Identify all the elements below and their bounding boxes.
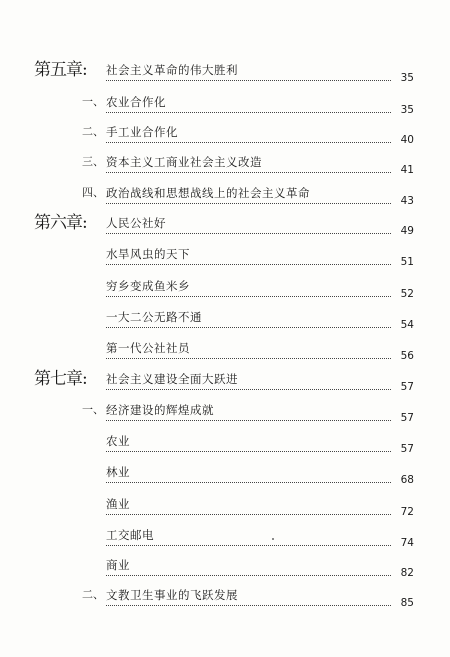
page-number: 43 <box>400 195 414 207</box>
toc-entry-title: 人民公社好 <box>106 216 166 230</box>
toc-entry-row <box>0 338 450 368</box>
page-number: 72 <box>400 506 414 518</box>
toc-entry-row <box>0 525 450 555</box>
toc-entry-title: 工交邮电 <box>106 528 154 542</box>
dot-leader <box>106 264 391 265</box>
toc-entry-row <box>0 307 450 337</box>
toc-entry-title: 一大二公无路不通 <box>106 310 202 324</box>
page-number: 56 <box>400 350 414 362</box>
page-number: 68 <box>400 474 414 486</box>
section-number: 四、 <box>82 186 104 199</box>
section-number: 一、 <box>82 403 104 416</box>
toc-entry-title: 政治战线和思想战线上的社会主义革命 <box>106 186 310 200</box>
section-number: 二、 <box>82 125 104 138</box>
toc-section-row <box>0 152 450 182</box>
page-number: 85 <box>400 597 414 609</box>
toc-section-row <box>0 122 450 152</box>
page-number: 40 <box>400 134 414 146</box>
dot-leader <box>106 296 391 297</box>
toc-entry-title: 穷乡变成鱼米乡 <box>106 279 190 293</box>
toc-entry-title: 农业合作化 <box>106 95 166 109</box>
dot-leader <box>106 420 391 421</box>
toc-entry-row <box>0 244 450 274</box>
toc-entry-row <box>0 555 450 585</box>
toc-entry-title: 文教卫生事业的飞跃发展 <box>106 588 238 602</box>
page-number: 57 <box>400 381 414 393</box>
dot-leader <box>106 112 391 113</box>
page-number: 57 <box>400 412 414 424</box>
toc-entry-title: 社会主义革命的伟大胜利 <box>106 63 238 77</box>
toc-section-row <box>0 400 450 430</box>
toc-section-row <box>0 92 450 122</box>
toc-entry-title: 林业 <box>106 465 130 479</box>
dot-leader <box>106 142 391 143</box>
toc-chapter-row <box>0 369 450 399</box>
toc-chapter-row <box>0 213 450 243</box>
dot-leader <box>106 358 391 359</box>
toc-entry-row <box>0 494 450 524</box>
toc-entry-title: 手工业合作化 <box>106 125 178 139</box>
chapter-label: 第五章: <box>34 60 87 80</box>
dot-leader <box>106 514 391 515</box>
section-number: 二、 <box>82 588 104 601</box>
dot-leader <box>106 233 391 234</box>
dot-leader <box>106 605 391 606</box>
dot-leader <box>106 545 391 546</box>
page-number: 52 <box>400 288 414 300</box>
toc-entry-title: 水旱风虫的天下 <box>106 247 190 261</box>
page-number: 41 <box>400 164 414 176</box>
scan-speck <box>272 538 274 540</box>
page-number: 57 <box>400 443 414 455</box>
toc-entry-row <box>0 431 450 461</box>
toc-entry-title: 渔业 <box>106 497 130 511</box>
toc-entry-row <box>0 462 450 492</box>
section-number: 一、 <box>82 95 104 108</box>
dot-leader <box>106 482 391 483</box>
page-number: 49 <box>400 225 414 237</box>
dot-leader <box>106 575 391 576</box>
toc-entry-title: 经济建设的辉煌成就 <box>106 403 214 417</box>
page-number: 51 <box>400 256 414 268</box>
page-number: 74 <box>400 537 414 549</box>
dot-leader <box>106 172 391 173</box>
toc-entry-title: 商业 <box>106 558 130 572</box>
dot-leader <box>106 451 391 452</box>
chapter-label: 第七章: <box>34 369 87 389</box>
section-number: 三、 <box>82 155 104 168</box>
page-number: 35 <box>400 104 414 116</box>
page-number: 35 <box>400 72 414 84</box>
dot-leader <box>106 80 391 81</box>
dot-leader <box>106 327 391 328</box>
toc-chapter-row <box>0 60 450 90</box>
toc-entry-title: 资本主义工商业社会主义改造 <box>106 155 262 169</box>
toc-entry-row <box>0 276 450 306</box>
dot-leader <box>106 389 391 390</box>
toc-entry-title: 农业 <box>106 434 130 448</box>
dot-leader <box>106 203 391 204</box>
toc-entry-title: 社会主义建设全面大跃进 <box>106 372 238 386</box>
page-number: 54 <box>400 319 414 331</box>
chapter-label: 第六章: <box>34 213 87 233</box>
toc-section-row <box>0 585 450 615</box>
toc-entry-title: 第一代公社社员 <box>106 341 190 355</box>
toc-section-row <box>0 183 450 213</box>
page-number: 82 <box>400 567 414 579</box>
